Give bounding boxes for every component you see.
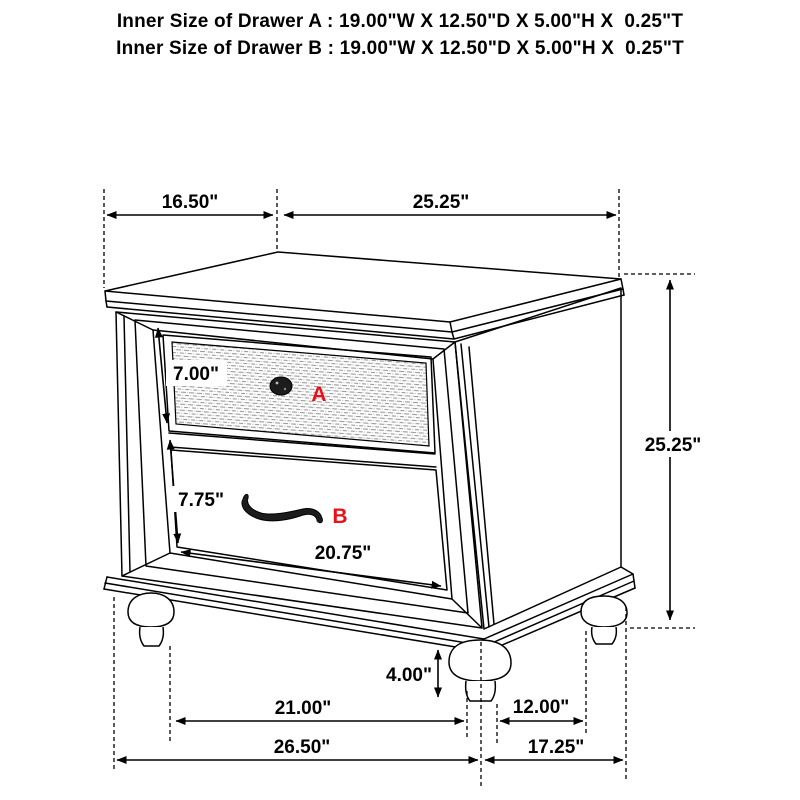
drawer-a-letter: A xyxy=(311,383,327,406)
dimension-front-inner-span xyxy=(176,698,464,721)
drawer-b-size-text: Inner Size of Drawer B : 19.00"W X 12.50"D X 5.00"H X 0.25"T xyxy=(116,38,684,59)
dimension-drawer-b-height xyxy=(170,440,233,543)
dim-drawer-b-height-label: 7.75" xyxy=(178,490,224,511)
dim-drawer-a-height-label: 7.00" xyxy=(173,364,219,385)
dim-top-right-label: 25.25" xyxy=(412,192,470,213)
dimension-side-inner-span xyxy=(500,697,583,721)
dim-top-left-label: 16.50" xyxy=(161,192,219,213)
dim-side-inner-label: 12.00" xyxy=(512,697,570,718)
drawer-b-letter: B xyxy=(332,505,348,528)
rear-right-foot xyxy=(581,596,627,644)
dim-front-inner-label: 21.00" xyxy=(274,698,332,719)
dim-drawer-b-width-label: 20.75" xyxy=(314,543,372,564)
base-molding xyxy=(104,567,635,652)
dim-foot-height-label: 4.00" xyxy=(386,665,432,686)
dimension-top-left-span xyxy=(107,192,273,215)
nightstand-outline xyxy=(104,252,635,701)
drawer-a-knob-icon xyxy=(270,377,292,395)
drawer-b-handle-icon xyxy=(242,494,322,522)
dimension-front-overall-span xyxy=(117,737,478,760)
front-center-foot xyxy=(449,640,511,701)
dim-side-overall-label: 17.25" xyxy=(527,737,585,758)
dim-overall-height-label: 25.25" xyxy=(644,435,702,456)
dimension-drawer-b-width xyxy=(181,543,441,586)
front-left-foot xyxy=(128,593,174,646)
dim-front-overall-label: 26.50" xyxy=(273,737,331,758)
dimension-side-overall-span xyxy=(485,737,623,760)
side-panel xyxy=(455,288,621,629)
drawer-a-size-text: Inner Size of Drawer A : 19.00"W X 12.50"D X 5.00"H X 0.25"T xyxy=(116,11,684,32)
dimension-overall-height xyxy=(640,280,706,620)
top-panel xyxy=(105,252,624,339)
dimension-foot-height xyxy=(386,650,438,697)
dimension-top-right-span xyxy=(284,192,616,215)
